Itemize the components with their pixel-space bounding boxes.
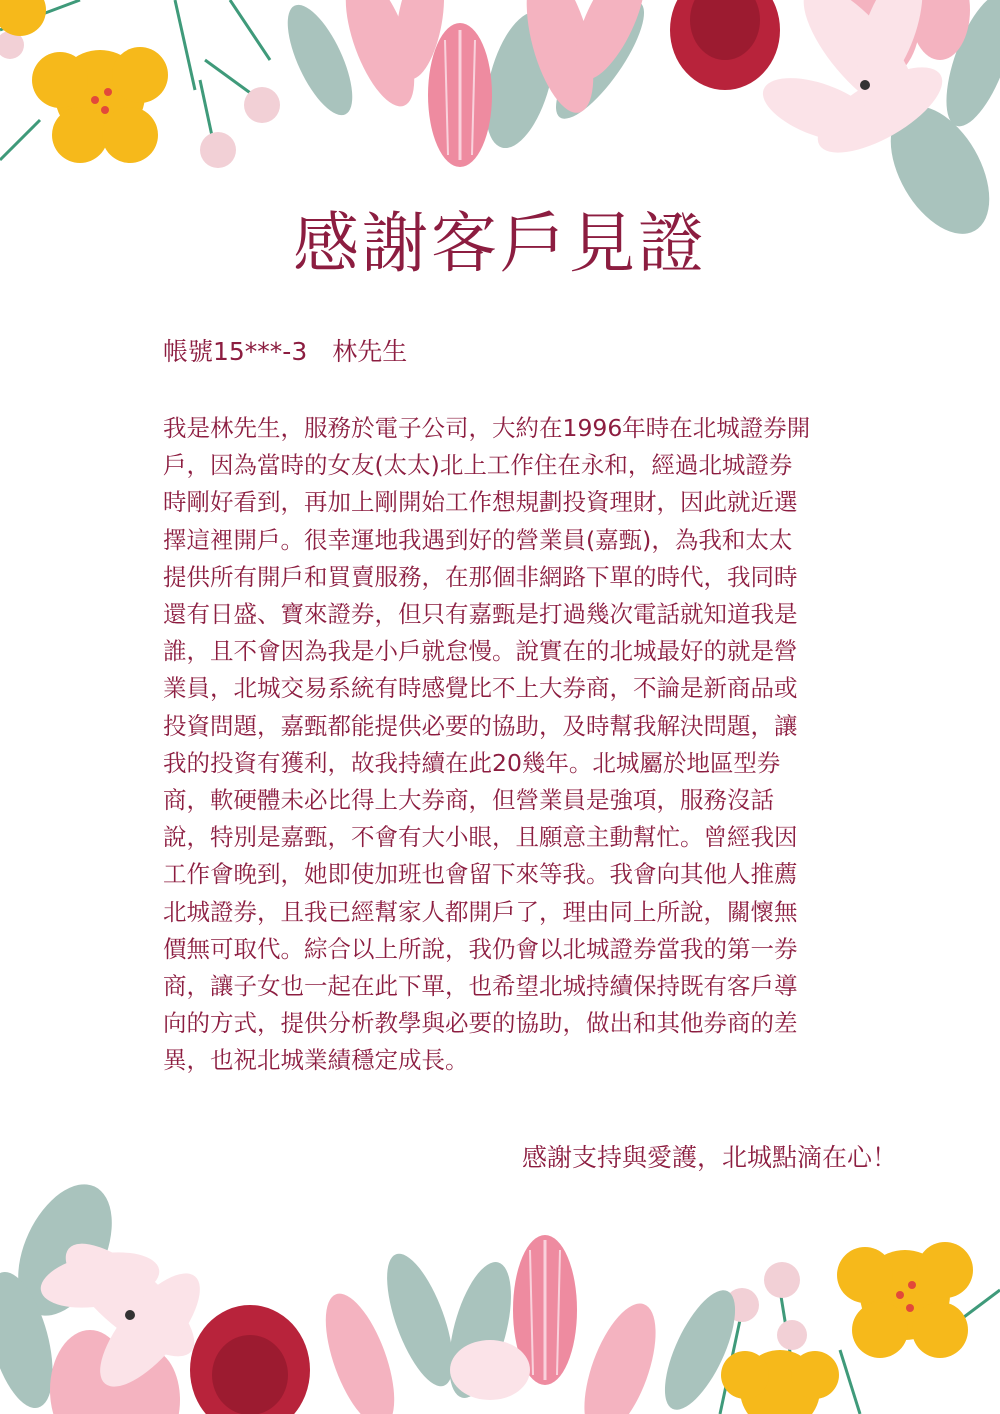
body-line: 異，也祝北城業績穩定成長。 xyxy=(163,1046,469,1075)
body-line: 業員，北城交易系統有時感覺比不上大券商，不論是新商品或 xyxy=(163,674,798,703)
body-line: 擇這裡開戶。很幸運地我遇到好的營業員(嘉甄)，為我和太太 xyxy=(163,525,793,554)
body-line: 提供所有開戶和買賣服務，在那個非網路下單的時代，我同時 xyxy=(163,562,798,591)
body-line: 向的方式，提供分析教學與必要的協助，做出和其他券商的差 xyxy=(163,1009,798,1038)
body-line: 戶，因為當時的女友(太太)北上工作住在永和，經過北城證券 xyxy=(163,451,793,480)
tulip-bud-icon xyxy=(428,23,492,167)
body-line: 還有日盛、寶來證券，但只有嘉甄是打過幾次電話就知道我是 xyxy=(163,600,798,629)
body-line: 工作會晚到，她即使加班也會留下來等我。我會向其他人推薦 xyxy=(163,860,798,889)
body-line: 時剛好看到，再加上剛開始工作想規劃投資理財，因此就近選 xyxy=(163,488,798,517)
testimonial-body xyxy=(163,410,903,1080)
floral-border-bottom xyxy=(0,1170,1000,1414)
body-line: 商，讓子女也一起在此下單，也希望北城持續保持既有客戶導 xyxy=(163,972,798,1001)
page-title: 感謝客戶見證 xyxy=(293,205,707,282)
yellow-flower-icon xyxy=(837,1242,973,1358)
account-line: 帳號15***-3 林先生 xyxy=(163,337,408,366)
yellow-flower-icon xyxy=(0,0,46,36)
body-line: 誰，且不會因為我是小戶就怠慢。說實在的北城最好的就是營 xyxy=(163,637,798,666)
body-line: 我是林先生，服務於電子公司，大約在1996年時在北城證券開 xyxy=(163,414,811,442)
body-line: 我的投資有獲利，故我持續在此20幾年。北城屬於地區型券 xyxy=(163,748,781,777)
body-line: 說，特別是嘉甄，不會有大小眼，且願意主動幫忙。曾經我因 xyxy=(163,823,798,852)
body-line: 商，軟硬體未必比得上大券商，但營業員是強項，服務沒話 xyxy=(163,786,774,815)
red-flower-icon xyxy=(190,1305,310,1414)
body-line: 價無可取代。綜合以上所說，我仍會以北城證券當我的第一券 xyxy=(163,934,798,963)
yellow-flower-icon xyxy=(721,1350,839,1414)
body-line: 北城證券，且我已經幫家人都開戶了，理由同上所說，關懷無 xyxy=(163,897,798,926)
body-line: 投資問題，嘉甄都能提供必要的協助，及時幫我解決問題，讓 xyxy=(163,711,798,740)
red-flower-icon xyxy=(670,0,780,90)
yellow-flower-icon xyxy=(32,47,168,163)
closing-line: 感謝支持與愛護，北城點滴在心！ xyxy=(521,1143,897,1172)
